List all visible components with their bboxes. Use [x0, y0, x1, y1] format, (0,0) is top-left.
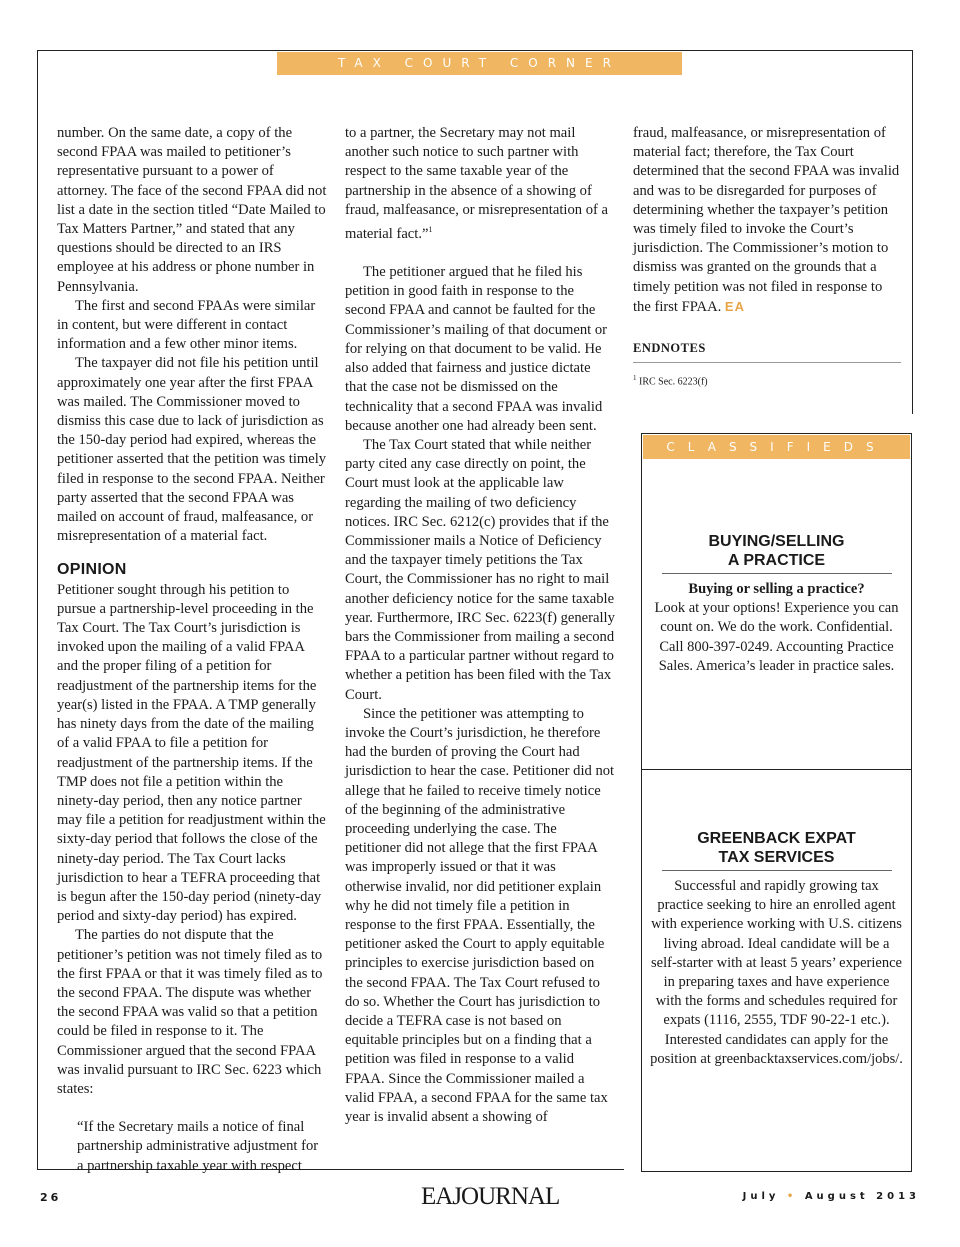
paragraph: Petitioner sought through his petition to pursue a partnership-level proceeding in the Tax Court. The Tax Court’s jurisdiction is invoked upon the mailing of a valid FPAA and the proper filing of a petition for readjustment of the partnership items for the year(s) listed in the FPAA. A TMP generally has ninety days from the date of the mailing of a valid FPAA to file a petition for readjustment of the partnership items. If the TMP does not file a petition within the ninety-day period, then any notice partner may file a petition for readjustment within the sixty-day period that follows the close of the ninety-day period. The Tax Court lacks jurisdiction to hear a TEFRA proceeding that is begun after the 150-day period (ninety-day period and sixty-day period) has expired. [57, 581, 326, 925]
ad-body: Successful and rapidly growing tax practice seeking to hire an enrolled agent with experience working with U.S. citizens living abroad. Ideal candidate will be a self-starter with at least 5 years’ experience in preparing taxes and have experience with the forms and schedules required for expats (1116, 2555, TDF 90-22-1 etc.). Interested candidates can apply for the position at greenbacktaxservices.com/jobs/. [650, 878, 903, 1067]
endnote-number: 1 [633, 374, 637, 383]
classifieds-divider [641, 769, 912, 770]
paragraph: The parties do not dispute that the petitioner’s petition was not timely filed as to the first FPAA or that it was timely filed as to the second FPAA. The dispute was whether the second FPAA was valid so that a petition could be filed in response to it. The Commissioner argued that the second FPAA was invalid pursuant to IRC Sec. 6223 which states: [57, 927, 323, 1097]
classified-ad-buying-selling [650, 532, 903, 676]
article-column-1 [57, 124, 327, 1176]
paragraph: number. On the same date, a copy of the second FPAA was mailed to petitioner’s representative pursuant to a power of attorney. The face of the second FPAA did not list a date in the section titled “Date Mailed to Tax Matters Partner,” and stated that any questions should be directed to an IRS employee at his address or phone number in Pennsylvania. [57, 125, 327, 295]
endnote-text: IRC Sec. 6223(f) [639, 376, 708, 388]
section-banner: TAX COURT CORNER [277, 52, 682, 75]
issue-date [743, 1191, 920, 1202]
classifieds-banner: CLASSIFIEDS [643, 435, 910, 459]
paragraph [633, 124, 903, 317]
opinion-heading: OPINION [57, 561, 127, 579]
paragraph: The first and second FPAAs were similar in content, but were different in contact information and a few other minor items. [57, 297, 316, 353]
paragraph: The taxpayer did not file his petition until approximately one year after the first FPAA was mailed. The Commissioner moved to dismiss this case due to lack of jurisdiction as the 150-day period had expired, whereas the petitioner asserted that the petition was timely filed in response to the second FPAA. Neither party asserted that the second FPAA was mailed on account of fraud, malfeasance, or misrepresentation of a material fact. [57, 355, 327, 545]
issue-month-2: August 2013 [804, 1191, 920, 1202]
article-column-2 [345, 124, 615, 1127]
ad-title-line: TAX SERVICES [718, 849, 835, 866]
paragraph-text: fraud, malfeasance, or misrepresentation of material fact; therefore, the Tax Court determined that the second FPAA was invalid and was to be disregarded for purposes of determining whether the taxpayer’s petition was timely filed to invoke the Court’s jurisdiction. The Commissioner’s motion to dismiss was granted on the grounds that a timely petition was not filed in response to the first FPAA. [633, 125, 900, 315]
ad-title [662, 829, 892, 871]
ad-text: Look at your options! Experience you can count on. We do the work. Confidential. Call 800-397-0249. Accounting Practice Sales. America’s leader in practice sales. [654, 600, 899, 674]
classified-ad-greenback [650, 829, 903, 1069]
statute-quote-continued [345, 124, 615, 244]
ad-title [662, 532, 892, 574]
endnotes-heading: ENDNOTES [633, 339, 901, 363]
ad-body [650, 580, 903, 676]
ad-title-line: GREENBACK EXPAT [697, 830, 856, 847]
page-number: 26 [40, 1191, 62, 1204]
journal-logo: EAJOURNAL [421, 1183, 560, 1210]
quote-text: to a partner, the Secretary may not mail another such notice to such partner with respect to the same taxable year of the partnership in the absence of a showing of fraud, malfeasance, or misrepresentation of a material fact.” [345, 125, 608, 242]
ad-title-line: A PRACTICE [727, 552, 826, 569]
ad-title-line: BUYING/SELLING [708, 533, 845, 550]
end-mark: EA [724, 298, 745, 314]
paragraph: Since the petitioner was attempting to invoke the Court’s jurisdiction, he therefore had the burden of proving the Court had jurisdiction to hear the case. Petitioner did not allege that he failed to receive timely notice of the beginning of the administrative proceeding underlying the case. The petitioner did not allege that the first FPAA was improperly issued or that it was otherwise invalid, nor did petitioner explain why he did not timely file a petition in response to the first FPAA. Essentially, the petitioner asked the Court to apply equitable principles to exercise jurisdiction based on the second FPAA. The Tax Court refused to do so. Whether the Court has jurisdiction to decide a TEFRA case is not based on equitable principles but on a finding that a petition was filed in response to a valid FPAA. Since the Commissioner mailed a valid FPAA, a second FPAA for the same tax year is invalid absent a showing of [345, 705, 615, 1126]
article-column-3 [633, 124, 903, 392]
footnote-ref: 1 [428, 225, 433, 235]
paragraph: The Tax Court stated that while neither party cited any case directly on point, the Court must look at the applicable law regarding the mailing of two deficiency notices. IRC Sec. 6212(c) provides that if the Commissioner mails a Notice of Deficiency and the taxpayer timely petitions the Tax Court, the Commissioner has no right to mail another deficiency notice for the same taxable year. Furthermore, IRC Sec. 6223(f) generally bars the Commissioner from mailing a second FPAA to a particular partner without regard to whether a petition has been filed with the Tax Court. [345, 436, 615, 703]
date-separator: • [786, 1191, 798, 1202]
issue-month-1: July [742, 1191, 780, 1202]
endnote-item [633, 369, 903, 392]
statute-quote: “If the Secretary mails a notice of final partnership administrative adjustment for a partnership taxable year with respect [77, 1119, 319, 1174]
paragraph: The petitioner argued that he filed his petition in good faith in response to the second FPAA and cannot be faulted for the Commissioner’s mailing of that document or for relying on that document to be valid. He also added that fairness and justice dictate that the case not be dismissed on the technicality that a second FPAA was invalid because another one had already been sent. [345, 264, 607, 434]
ad-lead: Buying or selling a practice? [688, 581, 865, 597]
